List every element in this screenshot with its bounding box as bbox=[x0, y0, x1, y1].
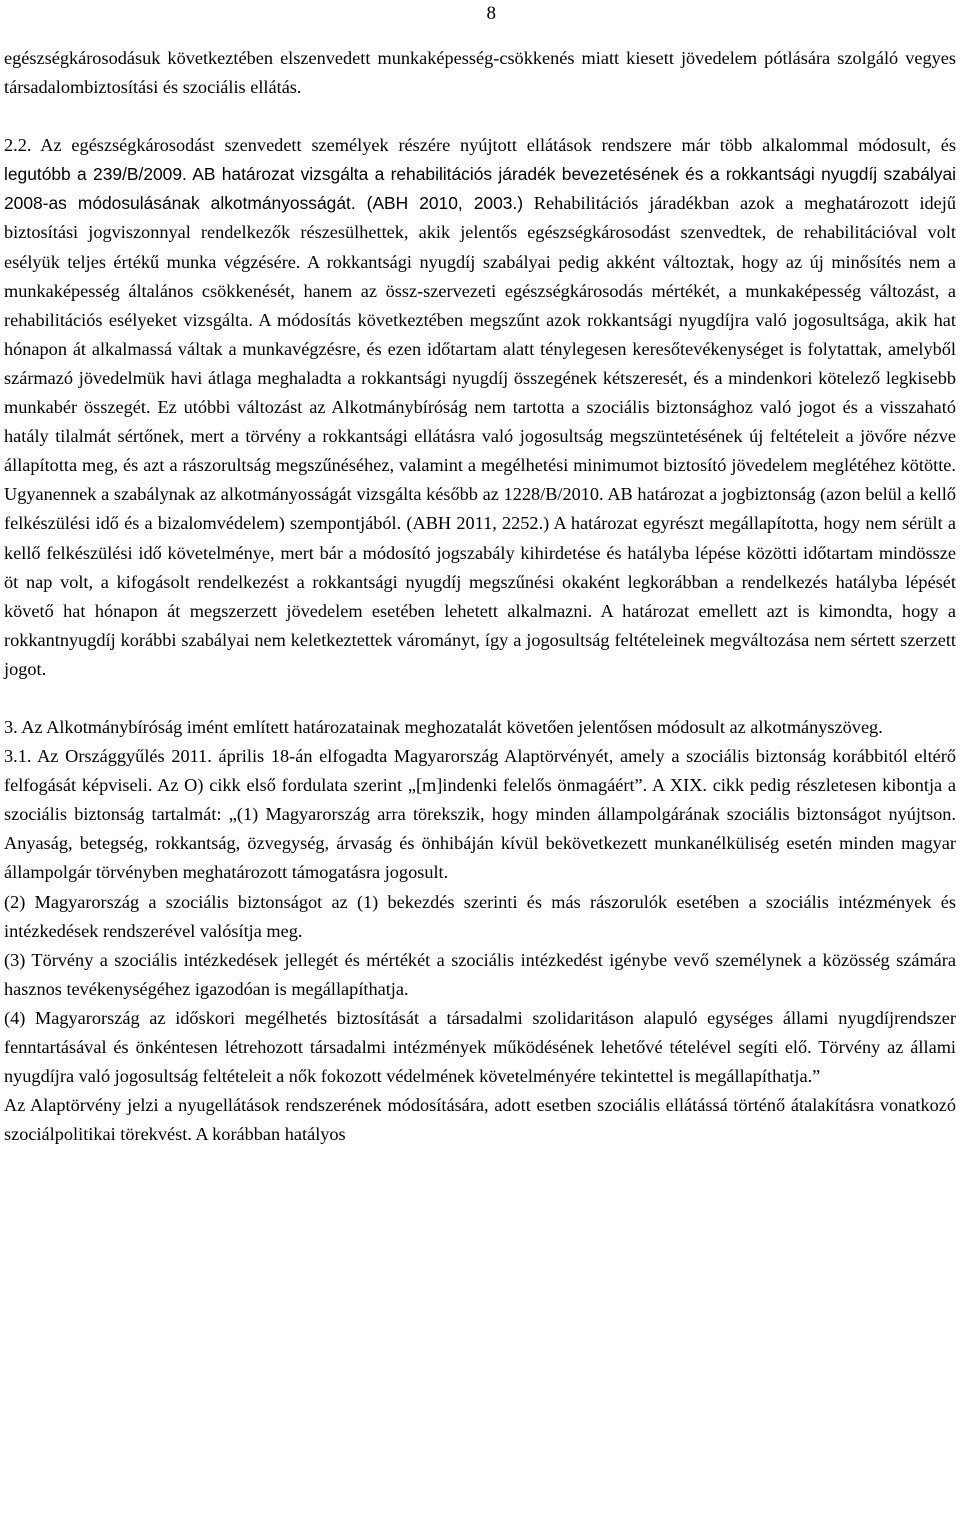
page-number: 8 bbox=[486, 3, 496, 24]
paragraph-3-1: 3.1. Az Országgyűlés 2011. április 18-án elfogadta Magyarország Alaptörvényét, amely a szociális biztonság korábbitól eltérő felfogását képviseli. Az O) cikk első fordulata szerint „[m]indenki felelős önmagáért”. A XIX. cikk pedig részletesen kibontja a szociális biztonság tartalmát: „(1) Magyarország arra törekszik, hogy minden állampolgárának szociális biztonságot nyújtson. Anyaság, betegség, rokkantság, özvegység, árvaság és önhibáján kívül bekövetkezett munkanélküliség esetén minden magyar állampolgár törvényben meghatározott támogatásra jogosult. bbox=[4, 746, 956, 883]
paragraph-alaptorveny: Az Alaptörvény jelzi a nyugellátások rendszerének módosítására, adott esetben szociális ellátássá történő átalakításra vonatkozó szociálpolitikai törekvést. A korábban hatályos bbox=[4, 1095, 956, 1145]
paragraph-xix-4: (4) Magyarország az időskori megélhetés biztosítását a társadalmi szolidaritáson alapuló egységes állami nyugdíjrendszer fenntartásával és önkéntesen létrehozott társadalmi intézmények működésének lehetővé tételével segíti elő. Törvény az állami nyugdíjra való jogosultság feltételeit a nők fokozott védelmének követelményére tekintettel is megállapíthatja.” bbox=[4, 1007, 956, 1087]
paragraph-xix-2: (2) Magyarország a szociális biztonságot az (1) bekezdés szerinti és más rászorulók esetében a szociális intézmények és intézkedések rendszerével valósítja meg. bbox=[4, 891, 956, 941]
paragraph-xix-3: (3) Törvény a szociális intézkedések jellegét és mértékét a szociális intézkedést igénybe vevő személynek a közösség számára hasznos tevékenységéhez igazodóan is megállapíthatja. bbox=[4, 949, 956, 999]
paragraph-1: egészségkárosodásuk következtében elszenvedett munkaképesség-csökkenés miatt kiesett jövedelem pótlására szolgáló vegyes társadalombiztosítási és szociális ellátás. bbox=[4, 48, 956, 98]
paragraph-2-2-intro: 2.2. Az egészségkárosodást szenvedett személyek részére nyújtott ellátások rendszere már több alkalommal módosult, és bbox=[4, 135, 956, 156]
paragraph-2-2-sans-segment: legutóbb a 239/B/2009. AB határozat vizsgálta a rehabilitációs járadék bevezetésének és a rokkantsági nyugdíj szabályai 2008-as módosulásának alkotmányosságát. (ABH 2010, 2003.) bbox=[4, 164, 956, 214]
paragraph-3: 3. Az Alkotmánybíróság imént említett határozatainak meghozatalát követően jelentősen módosult az alkotmányszöveg. bbox=[4, 716, 883, 737]
paragraph-2-2-body: Rehabilitációs járadékban azok a meghatározott idejű biztosítási jogviszonnyal rendelkezők részesülhettek, akik jelentős egészségkárosodást szenvedtek, de rehabilitációval volt esélyük teljes értékű munka végzésére. A rokkantsági nyugdíj szabályai pedig akként változtak, hogy az új minősítés nem a munkaképesség általános csökkenését, hanem az össz-szervezeti egészségkárosodás mértékét, a munkaképesség változást, a rehabilitációs esélyeket vizsgálta. A módosítás következtében megszűnt azok rokkantsági nyugdíjra való jogosultsága, akik hat hónapon át alkalmassá váltak a munkavégzésre, és ezen időtartam alatt ténylegesen keresőtevékenységet is folytattak, amelyből származó jövedelmük havi átlaga meghaladta a rokkantsági nyugdíj összegének kétszeresét, és a mindenkori kötelező legkisebb munkabér összegét. Ez utóbbi változást az Alkotmánybíróság nem tartotta a szociális biztonsághoz való jogot és a visszaható hatály tilalmát sértőnek, mert a törvény a rokkantsági ellátásra való jogosultság megszüntetésének új feltételeit a jövőre nézve állapította meg, és azt a rászorultság megszűnéséhez, valamint a megélhetési minimumot biztosító jövedelem meglétéhez kötötte. Ugyanennek a szabálynak az alkotmányosságát vizsgálta később az 1228/B/2010. AB határozat a jogbiztonság (azon belül a kellő felkészülési idő és a bizalomvédelem) szempontjából. (ABH 2011, 2252.) A határozat egyrészt megállapította, hogy nem sérült a kellő felkészülési idő követelménye, mert bár a módosító jogszabály kihirdetése és hatályba lépése közötti időtartam mindössze öt nap volt, a kifogásolt rendelkezést a rokkantsági nyugdíj megszűnési okaként legkorábban a rendelkezés hatályba lépését követő hat hónapon át megszerzett jövedelem esetében lehetett alkalmazni. A határozat emellett azt is kimondta, hogy a rokkantnyugdíj korábbi szabályai nem keletkeztettek várományt, így a jogosultság feltételeinek megváltozása nem sértett szerzett jogot. bbox=[4, 193, 956, 679]
document-body bbox=[4, 44, 956, 1149]
paragraph-2-2 bbox=[4, 131, 956, 684]
